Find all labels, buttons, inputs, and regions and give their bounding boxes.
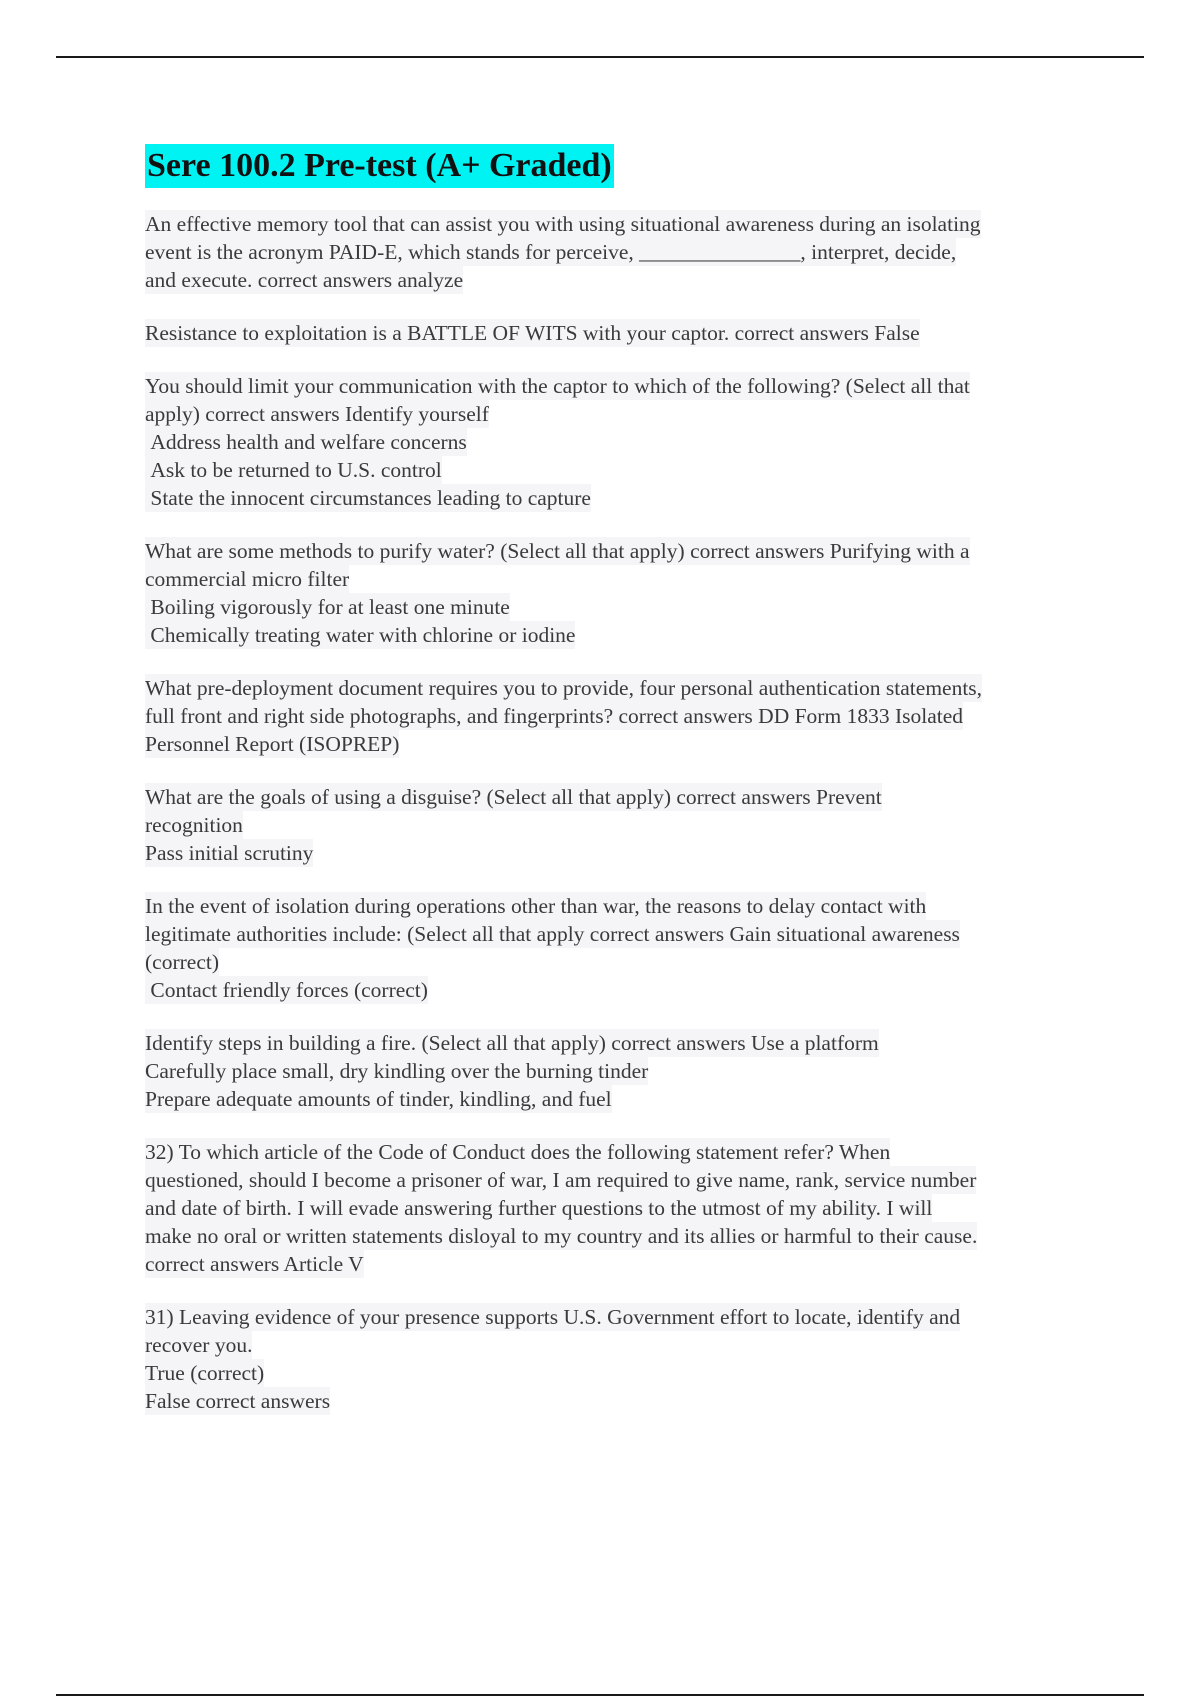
question-item [145,783,1090,867]
question-line: recover you. [145,1333,253,1357]
question-line: Carefully place small, dry kindling over the burning tinder [145,1059,649,1083]
question-line: Contact friendly forces (correct) [145,978,428,1002]
question-item [145,674,1090,758]
question-item [145,319,1090,347]
question-line: (correct) [145,950,219,974]
question-line: questioned, should I become a prisoner of war, I am required to give name, rank, service number [145,1168,977,1192]
footer-rule [56,1694,1144,1696]
question-line: Address health and welfare concerns [145,430,467,454]
question-line: make no oral or written statements disloyal to my country and its allies or harmful to their cause. [145,1224,978,1248]
question-line: 32) To which article of the Code of Conduct does the following statement refer? When [145,1140,891,1164]
question-line: recognition [145,813,243,837]
question-item [145,210,1090,294]
question-line: full front and right side photographs, and fingerprints? correct answers DD Form 1833 Isolated [145,704,963,728]
question-line: In the event of isolation during operations other than war, the reasons to delay contact with [145,894,927,918]
question-item [145,537,1090,649]
question-line: What are the goals of using a disguise? (Select all that apply) correct answers Prevent [145,785,882,809]
question-line: event is the acronym PAID-E, which stands for perceive, _______________, interpret, decide, [145,240,957,264]
question-line: You should limit your communication with the captor to which of the following? (Select all that [145,374,970,398]
question-line: What pre-deployment document requires you to provide, four personal authentication statements, [145,676,983,700]
question-line: State the innocent circumstances leading to capture [145,486,591,510]
question-item [145,1138,1090,1278]
question-line: True (correct) [145,1361,265,1385]
document-body [145,144,1090,1415]
question-line: and execute. correct answers analyze [145,268,464,292]
header-rule [56,56,1144,58]
title-block [145,144,1090,188]
question-line: legitimate authorities include: (Select all that apply correct answers Gain situational awareness [145,922,960,946]
question-line: Boiling vigorously for at least one minute [145,595,510,619]
question-line: Personnel Report (ISOPREP) [145,732,400,756]
question-line: and date of birth. I will evade answering further questions to the utmost of my ability. I will [145,1196,933,1220]
question-line: apply) correct answers Identify yourself [145,402,489,426]
question-line: Prepare adequate amounts of tinder, kindling, and fuel [145,1087,612,1111]
question-line: What are some methods to purify water? (Select all that apply) correct answers Purifying with a [145,539,970,563]
question-item [145,1029,1090,1113]
question-line: Pass initial scrutiny [145,841,314,865]
question-line: commercial micro filter [145,567,350,591]
question-line: Chemically treating water with chlorine or iodine [145,623,576,647]
question-item [145,892,1090,1004]
question-line: Identify steps in building a fire. (Select all that apply) correct answers Use a platform [145,1031,879,1055]
question-line: Ask to be returned to U.S. control [145,458,442,482]
document-title: Sere 100.2 Pre-test (A+ Graded) [145,144,614,188]
question-line: correct answers Article V [145,1252,364,1276]
question-line: 31) Leaving evidence of your presence supports U.S. Government effort to locate, identify and [145,1305,961,1329]
question-item [145,1303,1090,1415]
question-line: Resistance to exploitation is a BATTLE OF WITS with your captor. correct answers False [145,321,920,345]
question-line: False correct answers [145,1389,331,1413]
question-item [145,372,1090,512]
question-line: An effective memory tool that can assist you with using situational awareness during an isolating [145,212,981,236]
question-list [145,210,1090,1415]
